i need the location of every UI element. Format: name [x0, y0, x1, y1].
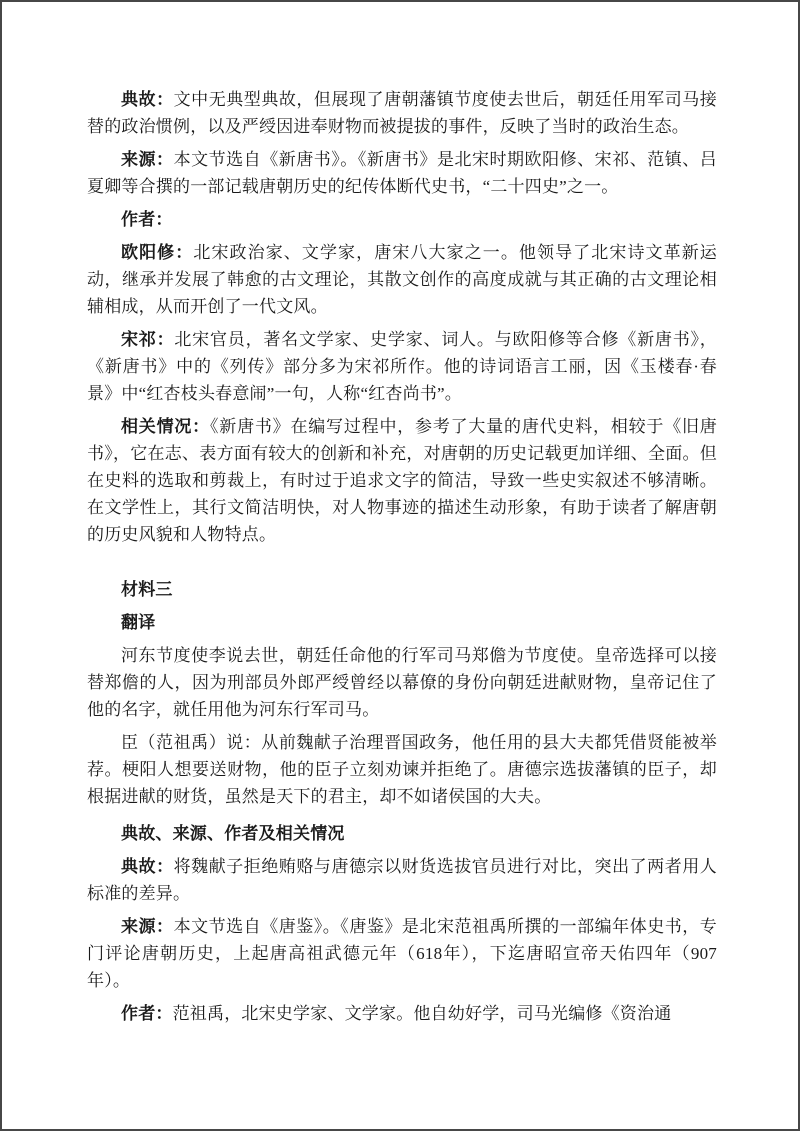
- para-source-2-label: 来源：: [121, 917, 174, 936]
- para-allusion-2-text: 将魏献子拒绝贿赂与唐德宗以财货选拔官员进行对比，突出了两者用人标准的差异。: [87, 857, 717, 903]
- para-songqi: [87, 326, 717, 407]
- para-translation-2: [87, 729, 717, 810]
- para-author-2-label: 作者：: [121, 1004, 173, 1023]
- para-allusion-1: [87, 86, 717, 140]
- heading-material-3: 材料三: [121, 580, 173, 599]
- para-allusion-2: [87, 853, 717, 907]
- para-author-heading-1: [87, 206, 717, 233]
- para-related-info-label: 相关情况：: [121, 417, 210, 436]
- para-source-2-text: 本文节选自《唐鉴》。《唐鉴》是北宋范祖禹所撰的一部编年体史书，专门评论唐朝历史，上起唐高祖武德元年（618年），下迄唐昭宣帝天佑四年（907年）。: [87, 917, 717, 990]
- para-allusion-2-label: 典故：: [121, 857, 174, 876]
- para-songqi-label: 宋祁：: [121, 330, 175, 349]
- para-ouyangxiu: [87, 239, 717, 320]
- para-related-info: [87, 413, 717, 548]
- para-allusion-1-label: 典故：: [121, 90, 174, 109]
- para-source-1-label: 来源：: [121, 150, 174, 169]
- para-source-1-text: 本文节选自《新唐书》。《新唐书》是北宋时期欧阳修、宋祁、范镇、吕夏卿等合撰的一部记载唐朝历史的纪传体断代史书，“二十四史”之一。: [87, 150, 717, 196]
- heading-allusion-section: 典故、来源、作者及相关情况: [121, 824, 345, 843]
- para-ouyangxiu-text: 北宋政治家、文学家，唐宋八大家之一。他领导了北宋诗文革新运动，继承并发展了韩愈的古文理论，其散文创作的高度成就与其正确的古文理论相辅相成，从而开创了一代文风。: [87, 243, 717, 316]
- para-author-2-text: 范祖禹，北宋史学家、文学家。他自幼好学，司马光编修《资治通: [172, 1004, 672, 1023]
- para-songqi-text: 北宋官员，著名文学家、史学家、词人。与欧阳修等合修《新唐书》，《新唐书》中的《列传》部分多为宋祁所作。他的诗词语言工丽，因《玉楼春·春景》中“红杏枝头春意闹”一句，人称“红杏尚书”。: [87, 330, 717, 403]
- para-translation-2-text: 臣（范祖禹）说：从前魏献子治理晋国政务，他任用的县大夫都凭借贤能被举荐。梗阳人想要送财物，他的臣子立刻劝谏并拒绝了。唐德宗选拔藩镇的臣子，却根据进献的财货，虽然是天下的君主，却不如诸侯国的大夫。: [87, 733, 717, 806]
- para-source-1: [87, 146, 717, 200]
- heading-translation: 翻译: [121, 613, 156, 632]
- para-source-2: [87, 913, 717, 994]
- para-allusion-1-text: 文中无典型典故，但展现了唐朝藩镇节度使去世后，朝廷任用军司马接替的政治惯例，以及严绶因进奉财物而被提拔的事件，反映了当时的政治生态。: [87, 90, 717, 136]
- para-author-2: [87, 1000, 717, 1027]
- para-ouyangxiu-label: 欧阳修：: [121, 243, 194, 262]
- para-translation-1-text: 河东节度使李说去世，朝廷任命他的行军司马郑儋为节度使。皇帝选择可以接替郑儋的人，因为刑部员外郎严绶曾经以幕僚的身份向朝廷进献财物，皇帝记住了他的名字，就任用他为河东行军司马。: [87, 646, 717, 719]
- para-translation-1: [87, 642, 717, 723]
- para-related-info-text: 《新唐书》在编写过程中，参考了大量的唐代史料，相较于《旧唐书》，它在志、表方面有较大的创新和补充，对唐朝的历史记载更加详细、全面。但在史料的选取和剪裁上，有时过于追求文字的简洁，导致一些史实叙述不够清晰。在文学性上，其行文简洁明快，对人物事迹的描述生动形象，有助于读者了解唐朝的历史风貌和人物特点。: [87, 417, 717, 544]
- document-content: [87, 86, 717, 1033]
- para-author-heading-1-label: 作者：: [121, 210, 173, 229]
